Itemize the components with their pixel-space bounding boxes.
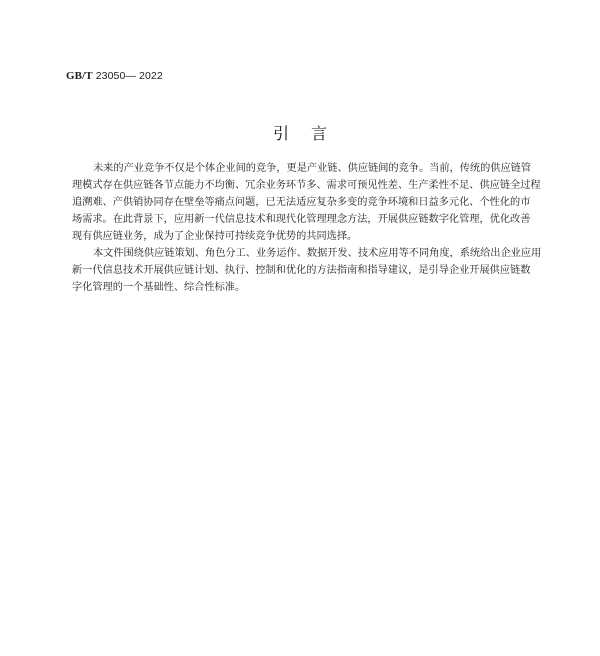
page-title: 引言 [272,124,349,143]
standard-code [66,70,163,82]
paragraph-2-line: 本文件围绕供应链策划、角色分工、业务运作、数据开发、技术应用等不同角度，系统给出企业应用 [93,248,542,259]
paragraph-1-line: 未来的产业竞争不仅是个体企业间的竞争，更是产业链、供应链间的竞争。当前，传统的供应链管 [93,163,532,174]
paragraph-2-line: 新一代信息技术开展供应链计划、执行、控制和优化的方法指南和指导建议，是引导企业开展供应链数 [72,265,531,276]
paragraph-2-line: 字化管理的一个基础性、综合性标准。 [72,282,246,293]
standard-prefix: GB/T [66,70,93,82]
paragraph-1-line: 追溯难、产供销协同存在壁垒等痛点问题，已无法适应复杂多变的竞争环境和日益多元化、个性化的市 [72,197,531,208]
paragraph-1-line: 现有供应链业务，成为了企业保持可持续竞争优势的共同选择。 [72,231,358,242]
paragraph-1-line: 场需求。在此背景下，应用新一代信息技术和现代化管理理念方法，开展供应链数字化管理，优化改善 [72,214,531,225]
standard-number: 23050— 2022 [95,70,163,82]
paragraph-1-line: 理模式存在供应链各节点能力不均衡、冗余业务环节多、需求可预见性差、生产柔性不足、供应链全过程 [72,180,541,191]
document-body [72,160,542,296]
